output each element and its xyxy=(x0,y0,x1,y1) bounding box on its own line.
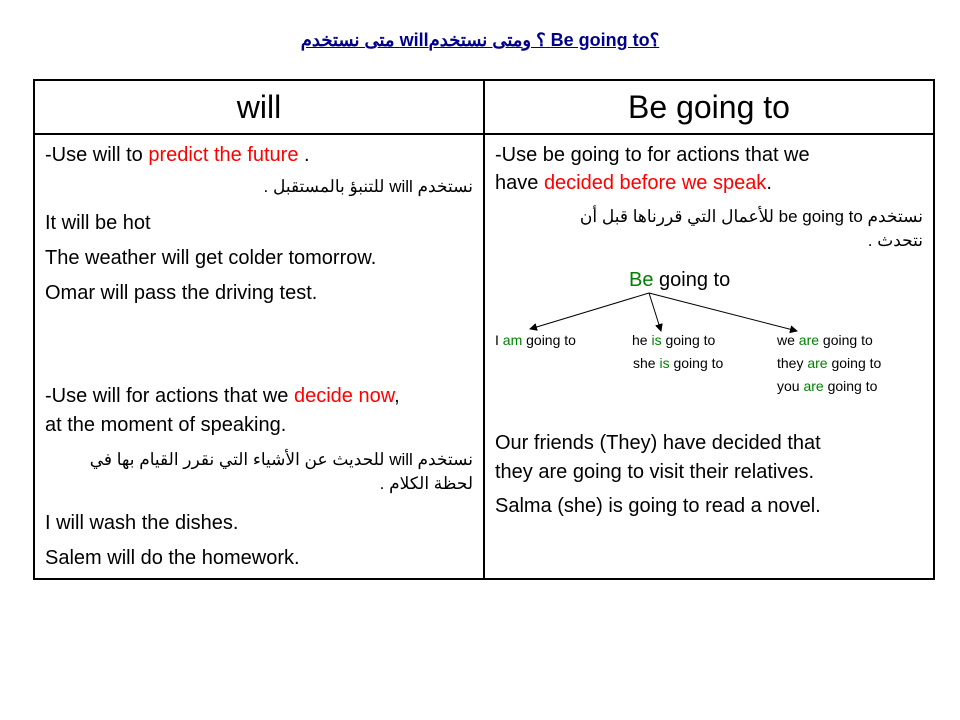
right-example-1-line-2: they are going to visit their relatives. xyxy=(495,461,815,483)
tree-pronoun-you: you xyxy=(777,378,804,394)
tree-verb-am: am xyxy=(502,332,523,348)
left-use-2-line-2: at the moment of speaking. xyxy=(45,414,287,436)
left-example-3: Omar will pass the driving test. xyxy=(45,282,318,304)
tree-arrow-is xyxy=(649,293,661,331)
tree-pronoun-she: she xyxy=(633,355,660,371)
tree-branch-i xyxy=(495,331,576,349)
tree-pronoun-they: they xyxy=(777,355,808,371)
tree-verb-are-we: are xyxy=(798,332,820,348)
title-arabic-2: ؟ ومتى نستخدم xyxy=(428,30,546,50)
left-use-2-end: , xyxy=(394,385,400,407)
tree-arrow-am xyxy=(530,293,649,329)
left-example-4: I will wash the dishes. xyxy=(45,512,239,534)
tree-branch-they xyxy=(777,354,881,372)
left-use-1 xyxy=(45,141,310,170)
right-use-1-end: . xyxy=(766,172,772,194)
tree-branch-she xyxy=(633,354,723,372)
left-arabic-2-line-2: لحظة الكلام . xyxy=(379,474,473,493)
tree-verb-are-you: are xyxy=(803,378,824,394)
tree-arrow-are xyxy=(649,293,797,331)
title-question-mark: ؟ xyxy=(649,30,660,50)
tree-branch-we xyxy=(777,331,873,349)
tree-rest-3b: going to xyxy=(827,355,882,371)
comparison-table xyxy=(33,79,935,580)
left-example-5: Salem will do the homework. xyxy=(45,547,300,569)
left-use-2-highlight: decide now xyxy=(293,385,395,407)
left-arabic-2-line-1: نستخدم will للحديث عن الأشياء التي نقرر القيام بها في xyxy=(89,450,473,469)
tree-rest-3c: going to xyxy=(823,378,878,394)
tree-branch-he xyxy=(632,331,715,349)
tree-root-be: Be xyxy=(629,269,654,291)
tree-branch-you xyxy=(777,377,877,395)
left-use-2-text: -Use will for actions that we xyxy=(45,385,294,407)
tree-pronoun-i: I xyxy=(495,332,503,348)
tree-pronoun-he: he xyxy=(632,332,652,348)
tree-rest-1: going to xyxy=(522,332,576,348)
tree-root-rest: going to xyxy=(653,269,731,291)
title-will: will xyxy=(399,30,429,50)
right-use-1-text: have xyxy=(495,172,544,194)
left-example-2: The weather will get colder tomorrow. xyxy=(45,247,377,269)
left-use-1-highlight: predict the future xyxy=(148,144,299,166)
left-use-1-text: -Use will to xyxy=(45,144,149,166)
tree-rest-2a: going to xyxy=(661,332,716,348)
page-title xyxy=(0,30,960,51)
tree-verb-is-she: is xyxy=(659,355,670,371)
right-arabic-1-line-1: نستخدم be going to للأعمال التي قررناها قبل أن xyxy=(579,207,923,226)
tree-root xyxy=(629,266,730,295)
title-arabic-1: متى نستخدم xyxy=(300,30,395,50)
tree-pronoun-we: we xyxy=(777,332,799,348)
tree-rest-2b: going to xyxy=(669,355,724,371)
tree-verb-is-he: is xyxy=(651,332,662,348)
tree-verb-are-they: are xyxy=(807,355,828,371)
tree-rest-3a: going to xyxy=(819,332,873,348)
right-header: Be going to xyxy=(484,80,934,134)
right-use-1-highlight: decided before we speak xyxy=(543,172,767,194)
left-use-1-end: . xyxy=(298,144,310,166)
left-header: will xyxy=(34,80,484,134)
right-cell xyxy=(484,134,934,579)
left-use-2 xyxy=(45,382,400,411)
left-example-1: It will be hot xyxy=(45,212,151,234)
right-use-1-line-1: -Use be going to for actions that we xyxy=(495,144,810,166)
left-arabic-1: نستخدم will للتنبؤ بالمستقبل . xyxy=(263,177,473,196)
right-example-2: Salma (she) is going to read a novel. xyxy=(495,495,821,517)
right-example-1-line-1: Our friends (They) have decided that xyxy=(495,432,821,454)
title-be-going-to: Be going to xyxy=(550,30,650,50)
left-cell xyxy=(34,134,484,579)
right-arabic-1-line-2: نتحدث . xyxy=(867,231,923,250)
